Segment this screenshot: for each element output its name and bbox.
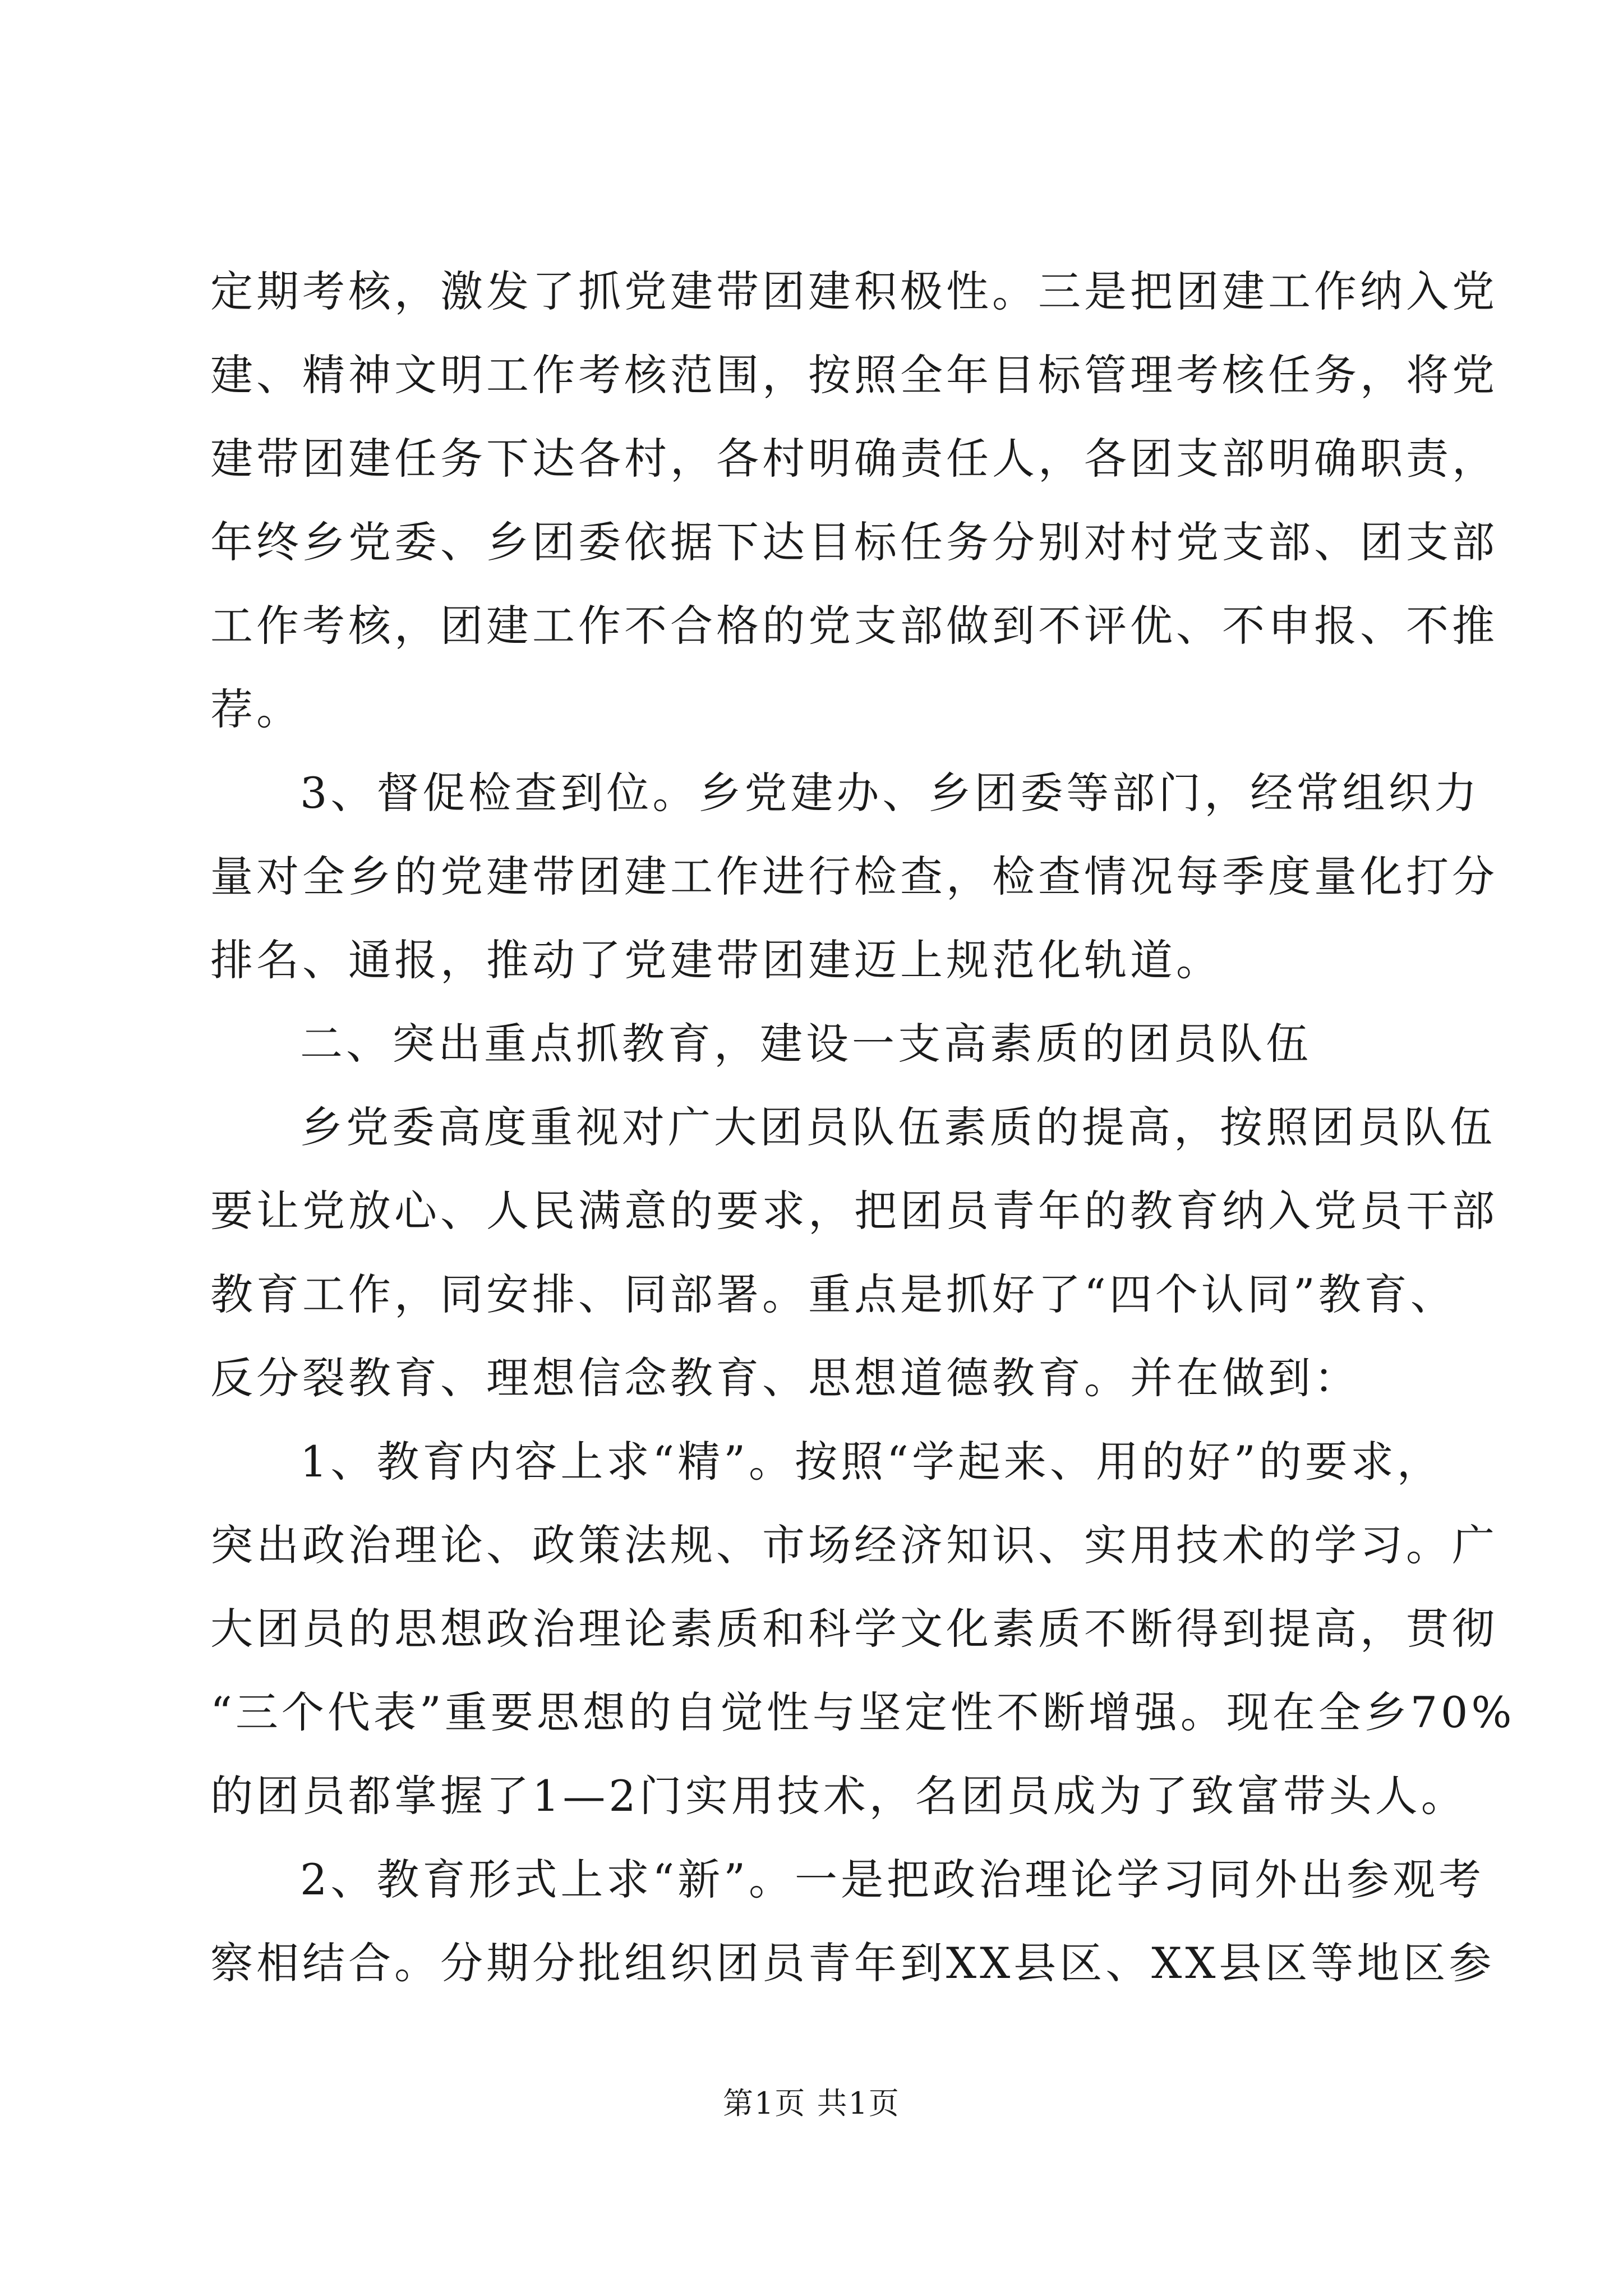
text-line: 二、突出重点抓教育，建设一支高素质的团员队伍 xyxy=(300,1019,1312,1069)
text-line: 突出政治理论、政策法规、市场经济知识、实用技术的学习。广 xyxy=(210,1520,1498,1570)
text-line: 反分裂教育、理想信念教育、思想道德教育。并在做到： xyxy=(210,1353,1360,1403)
text-line: “三个代表”重要思想的自觉性与坚定性不断增强。现在全乡70% xyxy=(210,1687,1515,1737)
text-line: 2、教育形式上求“新”。一是把政治理论学习同外出参观考 xyxy=(300,1855,1485,1904)
text-line: 3、督促检查到位。乡党建办、乡团委等部门，经常组织力 xyxy=(300,768,1481,818)
text-line: 建带团建任务下达各村，各村明确责任人，各团支部明确职责， xyxy=(210,434,1498,484)
text-line: 教育工作，同安排、同部署。重点是抓好了“四个认同”教育、 xyxy=(210,1269,1456,1319)
document-body xyxy=(210,250,1515,2005)
text-line: 察相结合。分期分批组织团员青年到XX县区、XX县区等地区参 xyxy=(210,1938,1495,1988)
text-line: 荐。 xyxy=(210,684,302,734)
text-line: 定期考核，激发了抓党建带团建积极性。三是把团建工作纳入党 xyxy=(210,266,1498,316)
text-line: 工作考核，团建工作不合格的党支部做到不评优、不申报、不推 xyxy=(210,601,1498,651)
text-line: 要让党放心、人民满意的要求，把团员青年的教育纳入党员干部 xyxy=(210,1186,1498,1236)
text-line: 年终乡党委、乡团委依据下达目标任务分别对村党支部、团支部 xyxy=(210,517,1498,567)
text-line: 建、精神文明工作考核范围，按照全年目标管理考核任务，将党 xyxy=(210,350,1498,400)
text-line: 乡党委高度重视对广大团员队伍素质的提高，按照团员队伍 xyxy=(300,1102,1496,1152)
text-line: 的团员都掌握了1—2门实用技术，名团员成为了致富带头人。 xyxy=(210,1771,1467,1821)
text-line: 大团员的思想政治理论素质和科学文化素质不断得到提高，贯彻 xyxy=(210,1604,1498,1654)
text-line: 1、教育内容上求“精”。按照“学起来、用的好”的要求， xyxy=(300,1437,1443,1487)
text-line: 量对全乡的党建带团建工作进行检查，检查情况每季度量化打分 xyxy=(210,852,1498,901)
text-line: 排名、通报，推动了党建带团建迈上规范化轨道。 xyxy=(210,935,1222,985)
page-footer: 第1页 共1页 xyxy=(723,2086,900,2121)
